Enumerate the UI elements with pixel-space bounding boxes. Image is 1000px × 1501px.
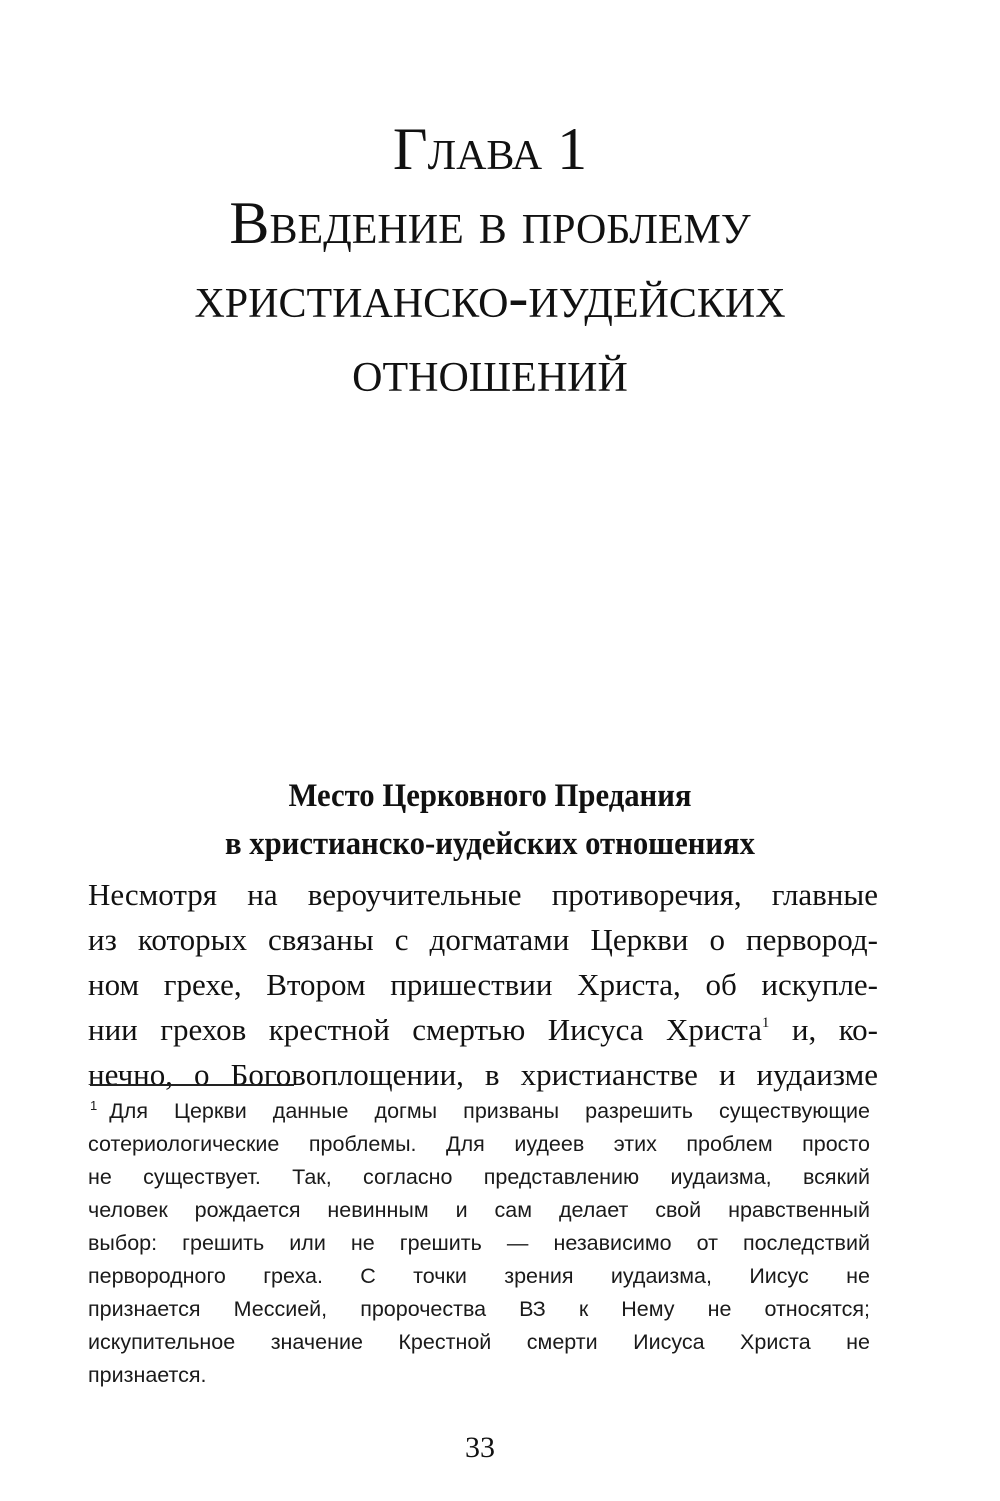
chapter-heading: [90, 112, 890, 408]
body-line-with-footnote: [88, 1007, 878, 1052]
footnote-line: признается.: [88, 1363, 207, 1387]
footnote-line: [88, 1095, 870, 1128]
footnote-line: первородного греха. С точки зрения иудаизма, Иисус не: [88, 1264, 870, 1288]
body-line: Несмотря на вероучительные противоречия, главные: [88, 877, 878, 912]
footnote-divider: [90, 1084, 294, 1086]
body-line: из которых связаны с догматами Церкви о первород-: [88, 922, 878, 957]
footnote-line: выбор: грешить или не грешить — независимо от последствий: [88, 1231, 870, 1255]
footnote-line: признается Мессией, пророчества ВЗ к Нему не относятся;: [88, 1297, 870, 1321]
footnote-line: человек рождается невинным и сам делает свой нравственный: [88, 1198, 870, 1222]
footnote-marker: 1: [90, 1098, 98, 1113]
body-paragraph: [88, 872, 878, 1097]
section-heading-line: в христианско-иудейских отношениях: [224, 826, 756, 862]
page-number: 33: [465, 1431, 495, 1464]
footnote-line: сотериологические проблемы. Для иудеев этих проблем просто: [88, 1132, 870, 1156]
footnote-reference: 1: [761, 1015, 770, 1031]
section-heading-line: Место Церковного Предания: [288, 778, 692, 814]
body-line: ном грехе, Втором пришествии Христа, об искупле-: [88, 967, 878, 1002]
body-line-text: и, ко-: [791, 1012, 879, 1047]
chapter-number: Глава 1: [392, 116, 588, 182]
footnote-line: искупительное значение Крестной смерти Иисуса Христа не: [88, 1330, 870, 1354]
footnote-line-text: Для Церкви данные догмы призваны разрешить существующие: [109, 1099, 870, 1123]
chapter-title-line: христианско-иудейских: [194, 264, 786, 330]
section-heading: [118, 772, 862, 868]
footnote: [88, 1095, 870, 1392]
footnote-line: не существует. Так, согласно представлению иудаизма, всякий: [88, 1165, 870, 1189]
chapter-title-line: отношений: [352, 338, 628, 404]
body-line-text: нии грехов крестной смертью Иисуса Христа: [88, 1012, 762, 1047]
chapter-title-line: Введение в проблему: [229, 190, 751, 256]
body-line: нечно, о Боговоплощении, в христианстве и иудаизме: [88, 1057, 878, 1092]
